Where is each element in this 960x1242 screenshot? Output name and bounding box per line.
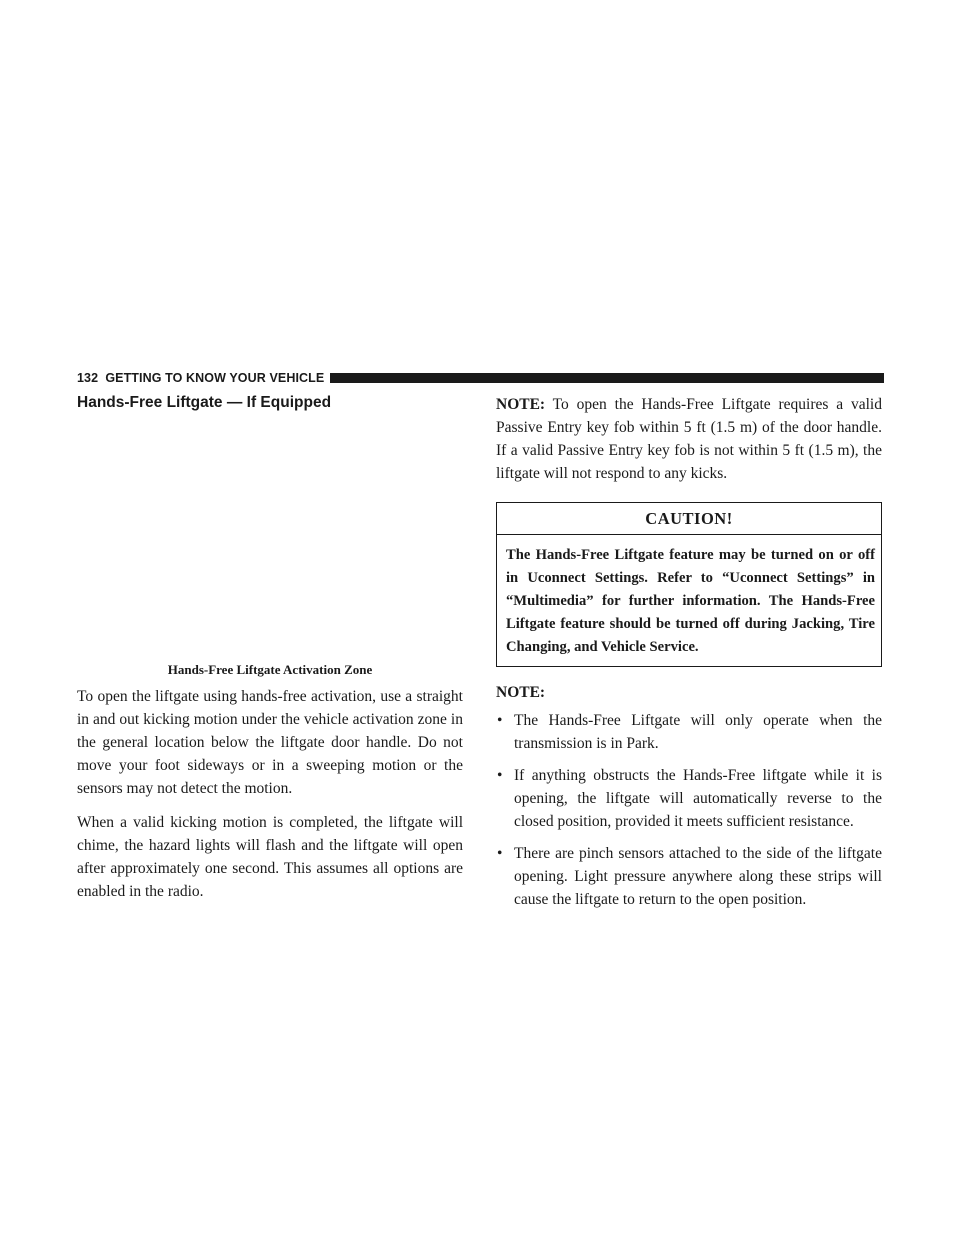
left-column [77,393,463,914]
figure-caption: Hands-Free Liftgate Activation Zone [167,662,373,677]
list-item [496,764,882,833]
list-item-text: There are pinch sensors attached to the side of the liftgate opening. Light pressure anywhere along these strips will cause the liftgate to return to the open position. [514,845,882,908]
note-label: NOTE: [496,396,546,413]
list-item [496,842,882,911]
caution-text: The Hands-Free Liftgate feature may be turned on or off in Uconnect Settings. Refer to “Uconnect Settings” in “Multimedia” for further information. The Hands-Free Liftgate feature should be turned off during Jacking, Tire Changing, and Vehicle Service. [506,547,875,655]
caution-box [496,502,882,667]
note-key-fob [496,393,882,485]
section-title: GETTING TO KNOW YOUR VEHICLE [105,371,325,385]
note-text: To open the Hands-Free Liftgate requires a valid Passive Entry key fob within 5 ft (1.5 m) of the door handle. If a valid Passive Entry key fob is not within 5 ft (1.5 m), the liftgate will not respond to any kicks. [496,396,882,482]
page-number: 132 [77,371,99,385]
section-heading: Hands-Free Liftgate — If Equipped [77,394,332,411]
bullet-glyph: • [497,845,503,862]
figure-placeholder [77,413,463,661]
page-header [77,370,884,386]
list-item-text: If anything obstructs the Hands-Free liftgate while it is opening, the liftgate will automatically reverse to the closed position, provided it meets sufficient resistance. [514,767,882,830]
page-header-text [77,371,330,385]
paragraph-kick-motion: To open the liftgate using hands-free activation, use a straight in and out kicking motion under the vehicle activation zone in the general location below the liftgate door handle. Do not move your foot sideways or in a sweeping motion or the sensors may not detect the motion. [77,688,463,797]
list-item-text: The Hands-Free Liftgate will only operate when the transmission is in Park. [514,712,882,752]
bullet-glyph: • [497,767,503,784]
paragraph-valid-kick: When a valid kicking motion is completed, the liftgate will chime, the hazard lights will flash and the liftgate will open after approximately one second. This assumes all options are enabled in the radio. [77,814,463,900]
note-bullet-list [496,709,882,911]
caution-title: CAUTION! [497,503,881,535]
header-rule [330,373,884,383]
right-column [496,393,882,920]
bullet-glyph: • [497,712,503,729]
note-heading: NOTE: [496,684,546,701]
list-item [496,709,882,755]
